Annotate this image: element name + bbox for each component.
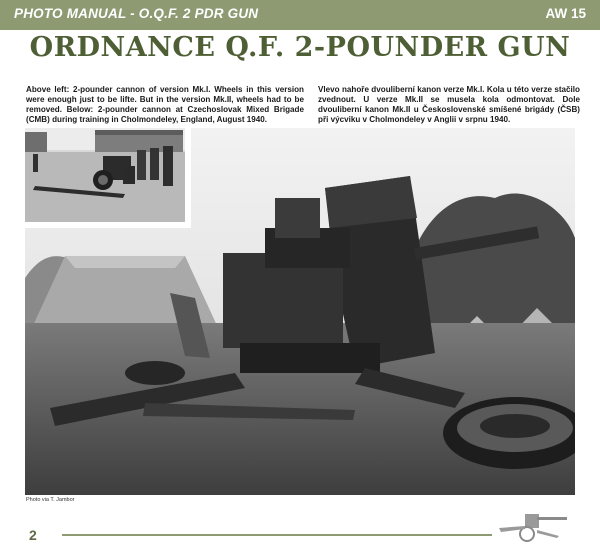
header-bar <box>0 0 600 30</box>
photo-credit: Photo via T. Jambor <box>26 497 75 503</box>
inset-photo-gun-crew <box>25 128 191 228</box>
series-code: AW 15 <box>545 6 586 21</box>
page-title: ORDNANCE Q.F. 2-POUNDER GUN <box>29 32 571 63</box>
gun-silhouette-logo <box>497 504 571 544</box>
series-title: PHOTO MANUAL - O.Q.F. 2 PDR GUN <box>14 6 259 21</box>
caption-czech: Vlevo nahoře dvouliberní kanon verze Mk.I. Kola u této verze stačilo zvednout. U verze Mk.II se musela kola odmontovat. Dole dvouliberní kanon Mk.II u Československé smíšené brigády (ČSB) při výcviku v Cholmondeley v Anglii v srpnu 1940. <box>318 85 580 124</box>
caption-english: Above left: 2-pounder cannon of version Mk.I. Wheels in this version were enough just to be lifte. But in the version Mk.II, wheels had to be removed. Below: 2-pounder cannon at Czechoslovak Mixed Brigade (CMB) during training in Cholmondeley, England, August 1940. <box>26 85 304 124</box>
footer-divider <box>62 534 492 536</box>
page-number: 2 <box>29 527 37 543</box>
